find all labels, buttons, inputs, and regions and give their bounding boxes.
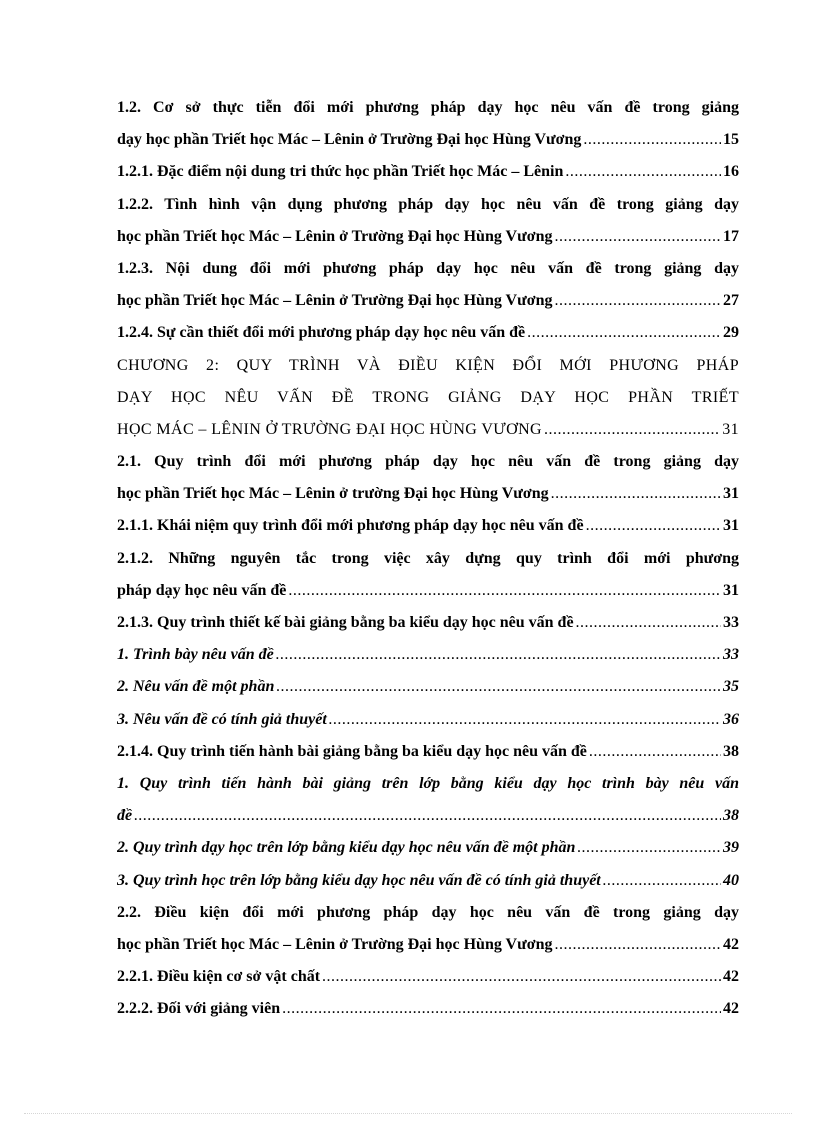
toc-entry	[117, 639, 739, 671]
dot-leader	[576, 607, 721, 639]
dot-leader	[276, 639, 721, 671]
toc-entry-last-line	[117, 736, 739, 768]
toc-page-number: 31	[723, 485, 739, 503]
toc-entry-last-line	[117, 156, 739, 188]
toc-page-number: 17	[723, 227, 739, 245]
dot-leader	[544, 414, 720, 446]
toc-entry	[117, 189, 739, 253]
toc-entry-title: 2.2.1. Điều kiện cơ sở vật chất	[117, 968, 321, 986]
toc-page-number: 36	[723, 710, 739, 728]
toc-entry	[117, 510, 739, 542]
dot-leader	[276, 671, 721, 703]
toc-entry-text-line: 1.2.2. Tình hình vận dụng phương pháp dạy học nêu vấn đề trong giảng dạy	[117, 195, 739, 213]
toc-page-number: 42	[723, 935, 739, 953]
toc-page-number: 42	[723, 1000, 739, 1018]
toc-entry	[117, 704, 739, 736]
toc-entry-last-line	[117, 832, 739, 864]
toc-page-number: 39	[723, 839, 739, 857]
table-of-contents	[117, 92, 739, 1025]
toc-entry-title: 2.1.4. Quy trình tiến hành bài giảng bằng ba kiểu dạy học nêu vấn đề	[117, 742, 587, 760]
toc-entry	[117, 156, 739, 188]
toc-entry-text-line: CHƯƠNG 2: QUY TRÌNH VÀ ĐIỀU KIỆN ĐỔI MỚI PHƯƠNG PHÁP	[117, 356, 739, 374]
toc-entry-title: học phần Triết học Mác – Lênin ở Trường Đại học Hùng Vương	[117, 935, 553, 953]
toc-entry-title: học phần Triết học Mác – Lênin ở Trường Đại học Hùng Vương	[117, 292, 553, 310]
dot-leader	[282, 993, 721, 1025]
toc-page-number: 29	[723, 324, 739, 342]
toc-entry-last-line	[117, 124, 739, 156]
toc-entry-last-line	[117, 961, 739, 993]
toc-page-number: 31	[723, 581, 739, 599]
toc-entry-title: 2. Quy trình dạy học trên lớp bằng kiểu dạy học nêu vấn đề một phần	[117, 839, 576, 857]
page-bottom-rule	[24, 1113, 792, 1114]
dot-leader	[577, 832, 721, 864]
dot-leader	[551, 478, 721, 510]
toc-entry-title: học phần Triết học Mác – Lênin ở trường Đại học Hùng Vương	[117, 485, 549, 503]
toc-entry	[117, 317, 739, 349]
toc-entry-last-line	[117, 575, 739, 607]
toc-entry	[117, 92, 739, 156]
toc-entry	[117, 865, 739, 897]
toc-entry-last-line	[117, 639, 739, 671]
toc-entry-title: học phần Triết học Mác – Lênin ở Trường Đại học Hùng Vương	[117, 227, 553, 245]
dot-leader	[554, 285, 721, 317]
toc-entry-text-line: 2.1.2. Những nguyên tắc trong việc xây dựng quy trình đổi mới phương	[117, 549, 739, 567]
toc-entry	[117, 543, 739, 607]
toc-entry-title: HỌC MÁC – LÊNIN Ở TRƯỜNG ĐẠI HỌC HÙNG VƯƠNG	[117, 420, 542, 438]
dot-leader	[288, 575, 721, 607]
toc-entry-last-line	[117, 704, 739, 736]
toc-entry-text-line: DẠY HỌC NÊU VẤN ĐỀ TRONG GIẢNG DẠY HỌC PHẦN TRIẾT	[117, 388, 739, 406]
dot-leader	[554, 929, 721, 961]
toc-entry	[117, 961, 739, 993]
toc-entry-title: 2. Nêu vấn đề một phần	[117, 678, 275, 696]
toc-page-number: 38	[723, 742, 739, 760]
toc-entry-title: 2.1.3. Quy trình thiết kế bài giảng bằng ba kiểu dạy học nêu vấn đề	[117, 614, 574, 631]
toc-page-number: 33	[723, 614, 739, 631]
toc-page-number: 38	[723, 807, 739, 825]
dot-leader	[586, 510, 721, 542]
toc-entry	[117, 736, 739, 768]
toc-page-number: 15	[723, 131, 739, 149]
toc-entry	[117, 671, 739, 703]
toc-entry-title: 1.2.1. Đặc điểm nội dung tri thức học phần Triết học Mác – Lênin	[117, 163, 564, 181]
toc-entry	[117, 832, 739, 864]
dot-leader	[554, 221, 721, 253]
dot-leader	[603, 865, 721, 897]
toc-entry-last-line	[117, 993, 739, 1025]
toc-page-number: 31	[722, 420, 739, 438]
toc-entry-last-line	[117, 317, 739, 349]
toc-entry-last-line	[117, 285, 739, 317]
toc-entry	[117, 768, 739, 832]
toc-page-number: 42	[723, 968, 739, 986]
toc-entry-text-line: 2.2. Điều kiện đổi mới phương pháp dạy học nêu vấn đề trong giảng dạy	[117, 903, 739, 921]
toc-entry-title: dạy học phần Triết học Mác – Lênin ở Trường Đại học Hùng Vương	[117, 131, 582, 149]
dot-leader	[583, 124, 721, 156]
toc-entry-title: pháp dạy học nêu vấn đề	[117, 581, 287, 599]
toc-entry-last-line	[117, 671, 739, 703]
dot-leader	[329, 704, 721, 736]
dot-leader	[134, 800, 721, 832]
toc-entry-title: 3. Quy trình học trên lớp bằng kiểu dạy học nêu vấn đề có tính giả thuyết	[117, 871, 601, 889]
toc-entry-last-line	[117, 510, 739, 542]
toc-page-number: 31	[723, 517, 739, 535]
dot-leader	[565, 156, 721, 188]
toc-entry-title: 1.2.4. Sự cần thiết đổi mới phương pháp dạy học nêu vấn đề	[117, 324, 526, 342]
dot-leader	[527, 317, 721, 349]
toc-entry-last-line	[117, 929, 739, 961]
toc-entry	[117, 253, 739, 317]
toc-entry-last-line	[117, 478, 739, 510]
toc-entry-text-line: 1. Quy trình tiến hành bài giảng trên lớp bằng kiểu dạy học trình bày nêu vấn	[117, 774, 739, 792]
toc-page-number: 40	[723, 871, 739, 889]
toc-entry-last-line	[117, 865, 739, 897]
toc-entry-title: đề	[117, 807, 133, 825]
toc-entry-title: 3. Nêu vấn đề có tính giả thuyết	[117, 710, 327, 728]
toc-entry	[117, 897, 739, 961]
toc-entry	[117, 607, 739, 639]
toc-entry-text-line: 1.2.3. Nội dung đổi mới phương pháp dạy học nêu vấn đề trong giảng dạy	[117, 259, 739, 277]
dot-leader	[589, 736, 721, 768]
toc-entry	[117, 993, 739, 1025]
toc-entry-last-line	[117, 800, 739, 832]
toc-entry-text-line: 1.2. Cơ sở thực tiễn đổi mới phương pháp dạy học nêu vấn đề trong giảng	[117, 99, 739, 116]
toc-entry-last-line	[117, 414, 739, 446]
toc-entry-last-line	[117, 221, 739, 253]
toc-entry-title: 2.1.1. Khái niệm quy trình đổi mới phương pháp dạy học nêu vấn đề	[117, 517, 584, 535]
toc-entry-title: 2.2.2. Đối với giảng viên	[117, 1000, 281, 1018]
toc-page-number: 35	[723, 678, 739, 696]
toc-entry-last-line	[117, 607, 739, 639]
toc-entry-title: 1. Trình bày nêu vấn đề	[117, 646, 274, 664]
toc-entry-text-line: 2.1. Quy trình đổi mới phương pháp dạy học nêu vấn đề trong giảng dạy	[117, 453, 739, 471]
toc-page-number: 16	[723, 163, 739, 181]
toc-page-number: 33	[723, 646, 739, 664]
toc-entry	[117, 446, 739, 510]
toc-entry	[117, 350, 739, 447]
toc-page-number: 27	[723, 292, 739, 310]
dot-leader	[322, 961, 721, 993]
